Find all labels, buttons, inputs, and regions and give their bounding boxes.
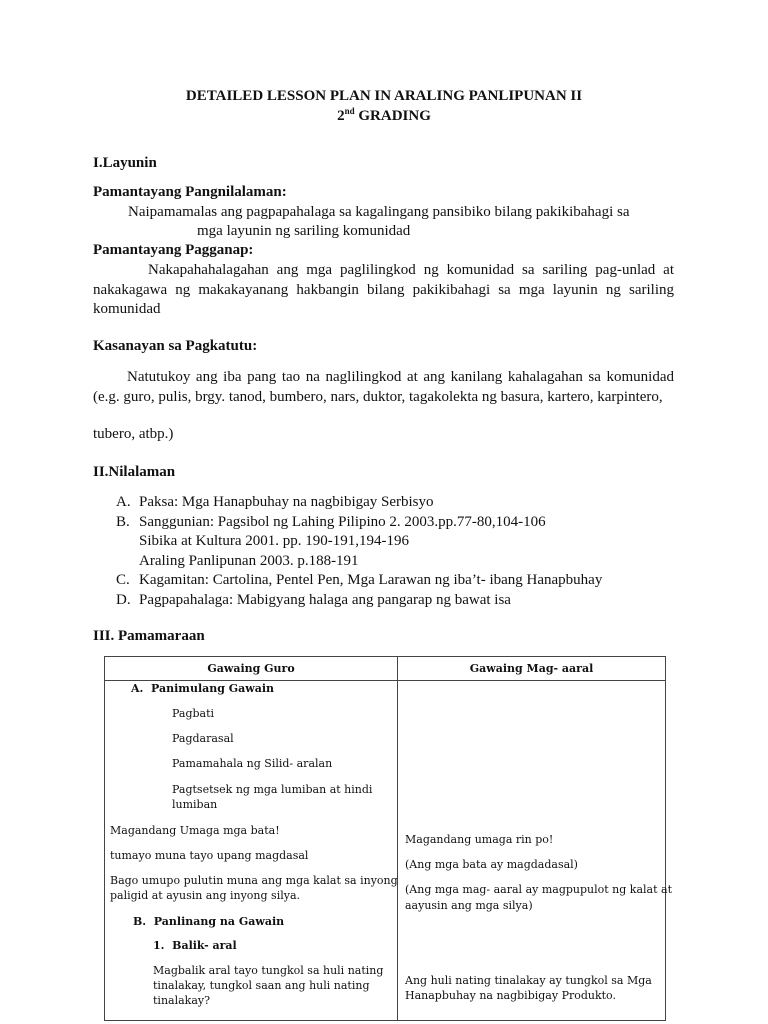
huli-line1: Ang huli nating tinalakay ay tungkol sa Mga — [405, 974, 652, 987]
pamamaraan-heading: III. Pamamaraan — [93, 628, 205, 644]
pagbati-text: Pagbati — [172, 707, 215, 720]
magdadasal-text: (Ang mga bata ay magdadasal) — [405, 858, 578, 871]
pagdarasal-text: Pagdarasal — [172, 732, 234, 745]
guro-cell — [105, 681, 398, 1021]
list-item-text: Paksa: Mga Hanapbuhay na nagbibigay Serbisyo — [139, 494, 434, 510]
pangnilalaman-text-line2: mga layunin ng sariling komunidad — [197, 223, 411, 239]
huli-line2: Hanapbuhay na nagbibigay Produkto. — [405, 989, 616, 1002]
guro-greeting: Magandang Umaga mga bata! — [110, 824, 280, 837]
magbalik-line1: Magbalik aral tayo tungkol sa huli nating — [153, 964, 384, 977]
list-item-text: Kagamitan: Cartolina, Pentel Pen, Mga Larawan ng iba’t- ibang Hanapbuhay — [139, 572, 603, 588]
list-item-text: Sibika at Kultura 2001. pp. 190-191,194-196 — [139, 533, 409, 549]
list-item-label: B. — [116, 513, 130, 530]
magbalik-line2: tinalakay, tungkol saan ang huli nating — [153, 979, 370, 992]
pamamaraan-table — [104, 656, 673, 1021]
list-item-text: Araling Panlipunan 2003. p.188-191 — [139, 552, 359, 569]
magbalik-line3: tinalakay? — [153, 994, 210, 1007]
pangnilalaman-heading: Pamantayang Pangnilalaman: — [93, 184, 287, 200]
list-item-label: A. — [116, 494, 131, 510]
grading-word: GRADING — [358, 108, 431, 124]
bago-umupo-line2: paligid at ayusin ang inyong silya. — [110, 889, 301, 902]
pagtsetsek-text-line2: lumiban — [172, 798, 218, 811]
section-a-heading: A. Panimulang Gawain — [131, 682, 275, 695]
section-b-heading: B. Panlinang na Gawain — [133, 915, 285, 928]
grading-superscript: nd — [344, 106, 355, 116]
kasanayan-heading: Kasanayan sa Pagkatutu: — [93, 338, 258, 354]
kasanayan-text-last: tubero, atbp.) — [93, 426, 174, 442]
magaaral-cell — [398, 681, 673, 1021]
column-header-magaaral: Gawaing Mag- aaral — [398, 657, 666, 681]
list-item-label: C. — [116, 572, 130, 588]
kasanayan-text: Natutukoy ang iba pang tao na naglilingkod at ang kanilang kahalagahan sa komunidad (e.g. guro, pulis, brgy. tanod, bumbero, nars, duktor, tagakolekta ng basura, kartero, karpintero, — [93, 369, 674, 405]
list-item-label: D. — [116, 591, 131, 608]
pupulot-line2: aayusin ang mga silya) — [405, 899, 533, 912]
grading-heading — [0, 106, 768, 125]
bago-umupo-line1: Bago umupo pulutin muna ang mga kalat sa inyong — [110, 874, 398, 887]
list-item-text: Pagpapahalaga: Mabigyang halaga ang pangarap ng bawat isa — [139, 591, 511, 608]
balik-aral-heading: 1. Balik- aral — [153, 939, 237, 952]
magaaral-greeting: Magandang umaga rin po! — [405, 833, 554, 846]
pagganap-heading: Pamantayang Pagganap: — [93, 242, 254, 258]
pagtsetsek-text-line1: Pagtsetsek ng mga lumiban at hindi — [172, 783, 373, 796]
tumayo-text: tumayo muna tayo upang magdasal — [110, 849, 309, 862]
pangnilalaman-text-line1: Naipamamalas ang pagpapahalaga sa kagalingang pansibiko bilang pakikibahagi sa — [128, 204, 630, 220]
pupulot-line1: (Ang mga mag- aaral ay magpupulot ng kalat at — [405, 883, 673, 896]
grading-number: 2 — [337, 108, 345, 124]
list-item-text: Sanggunian: Pagsibol ng Lahing Pilipino 2. 2003.pp.77-80,104-106 — [139, 513, 546, 530]
pamamahala-text: Pamamahala ng Silid- aralan — [172, 757, 333, 770]
column-header-guro: Gawaing Guro — [105, 657, 398, 681]
layunin-heading: I.Layunin — [93, 155, 157, 171]
pagganap-text: Nakapahahalagahan ang mga paglilingkod ng komunidad sa sariling pag-unlad at nakakagawa ng makakayanang hakbangin bilang pakikibahagi sa mga layunin ng sariling komunidad — [93, 262, 674, 317]
nilalaman-heading: II.Nilalaman — [93, 464, 176, 480]
document-title: DETAILED LESSON PLAN IN ARALING PANLIPUNAN II — [185, 88, 583, 104]
